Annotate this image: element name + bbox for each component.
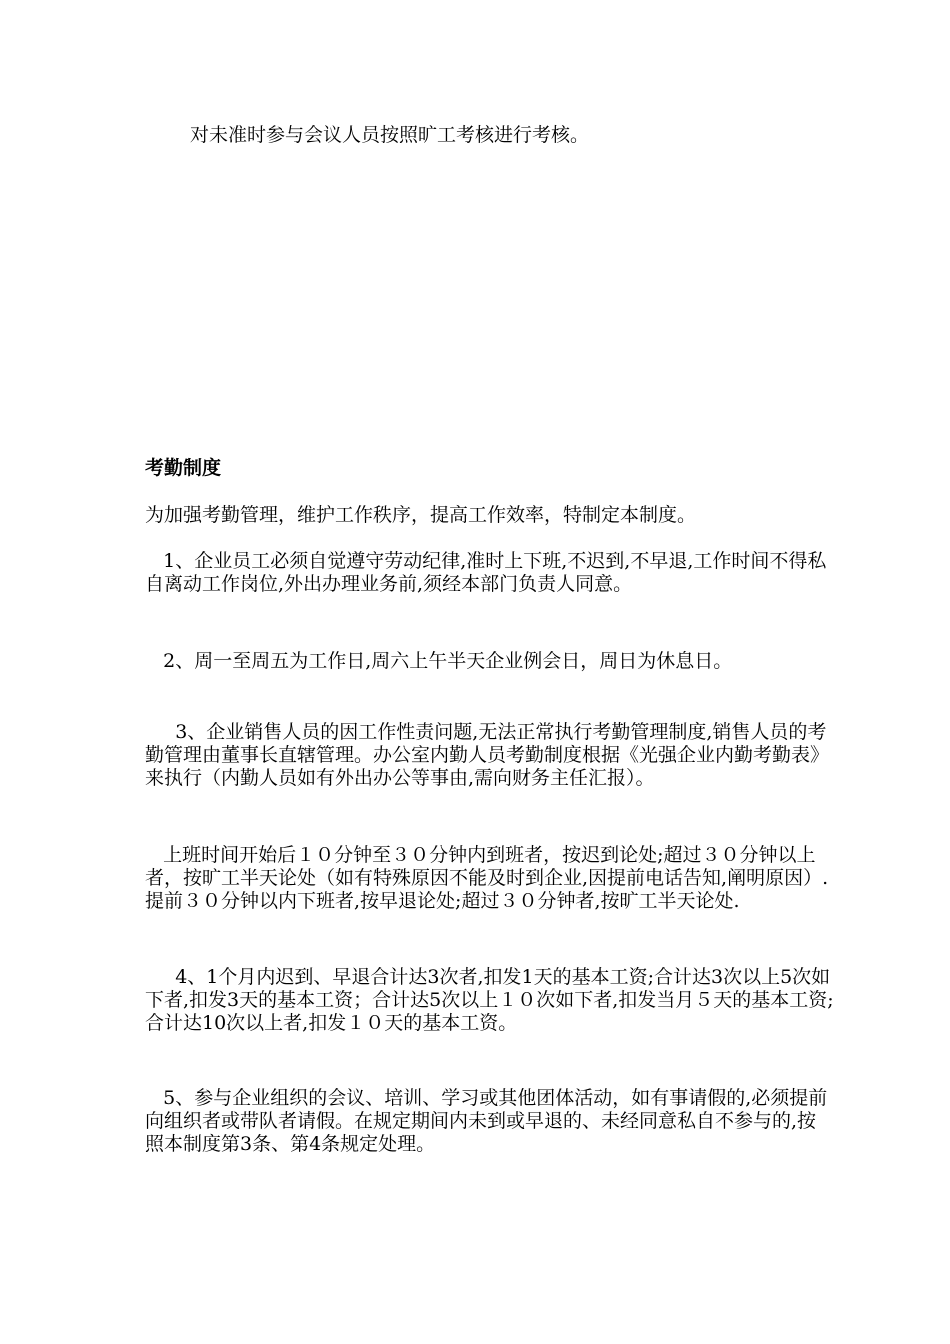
top-line-text: 对未准时参与会议人员按照旷工考核进行考核。 (190, 124, 590, 146)
paragraph-1: 1、企业员工必须自觉遵守劳动纪律,准时上下班,不迟到,不早退,工作时间不得私自离动工作岗位,外出办理业务前,须经本部门负责人同意。 (145, 550, 827, 595)
paragraph-4: 上班时间开始后１０分钟至３０分钟内到班者，按迟到论处;超过３０分钟以上者，按旷工半天论处（如有特殊原因不能及时到企业,因提前电话告知,阐明原因）.提前３０分钟以内下班者,按早退论处;超过３０分钟者,按旷工半天论处. (145, 844, 829, 912)
paragraph-6: 5、参与企业组织的会议、培训、学习或其他团体活动，如有事请假的,必须提前向组织者或带队者请假。在规定期间内未到或早退的、未经同意私自不参与的,按照本制度第3条、第4条规定处理。 (145, 1087, 828, 1155)
section-heading: 考勤制度 (145, 457, 222, 479)
paragraph-3: 3、企业销售人员的因工作性责问题,无法正常执行考勤管理制度,销售人员的考勤管理由董事长直辖管理。办公室内勤人员考勤制度根据《光强企业内勤考勤表》来执行（内勤人员如有外出办公等事由,需向财务主任汇报）。 (145, 721, 830, 789)
paragraph-5: 4、1个月内迟到、早退合计达3次者,扣发1天的基本工资;合计达3次以上5次如下者,扣发3天的基本工资；合计达5次以上１０次如下者,扣发当月５天的基本工资;合计达10次以上者,扣发１０天的基本工资。 (145, 966, 834, 1034)
paragraph-2: 2、周一至周五为工作日,周六上午半天企业例会日，周日为休息日。 (145, 650, 733, 672)
intro-paragraph: 为加强考勤管理，维护工作秩序，提高工作效率，特制定本制度。 (145, 504, 697, 526)
